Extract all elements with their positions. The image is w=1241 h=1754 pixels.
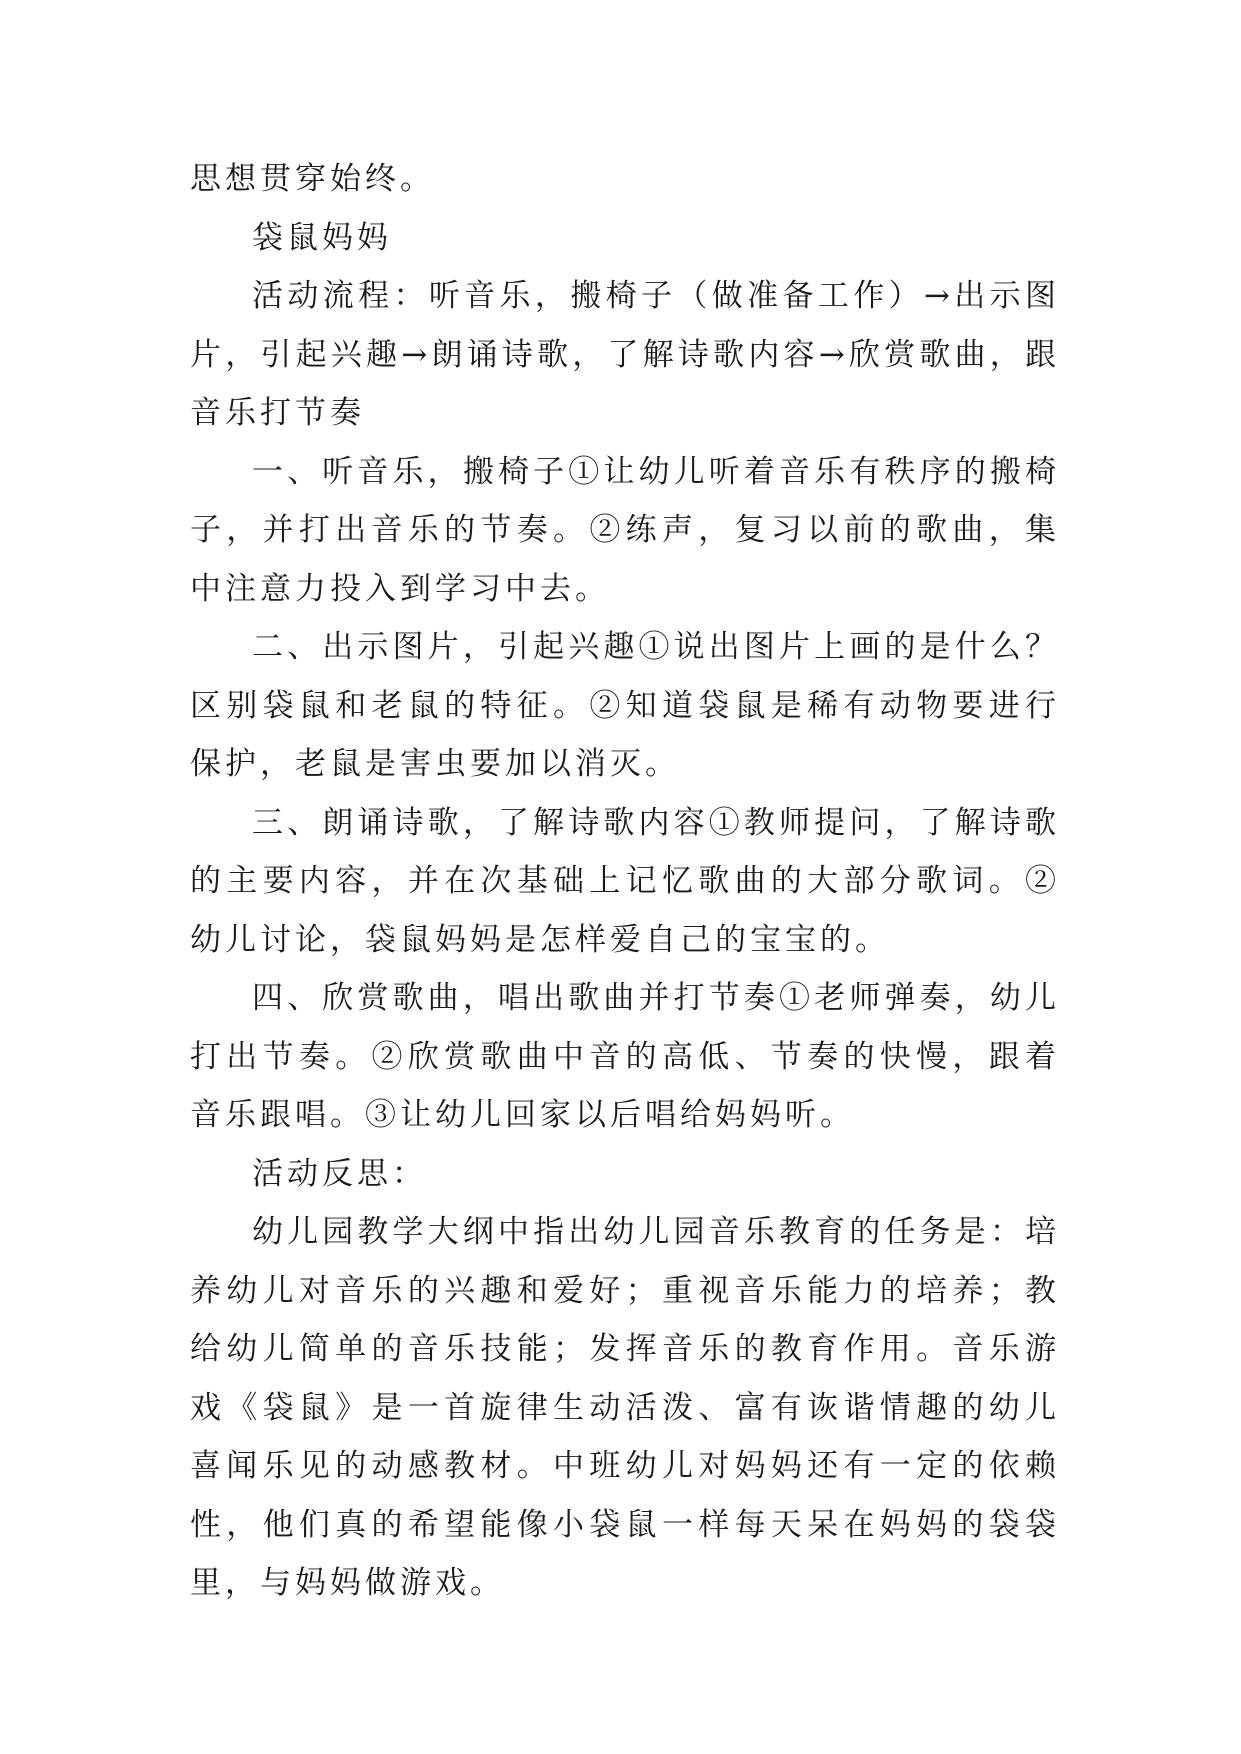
document-page (190, 150, 1060, 1613)
step-four-paragraph: 四、欣赏歌曲，唱出歌曲并打节奏①老师弹奏，幼儿打出节奏。②欣赏歌曲中音的高低、节奏的快慢，跟着音乐跟唱。③让幼儿回家以后唱给妈妈听。 (190, 980, 1060, 1133)
reflection-heading: 活动反思： (252, 1155, 427, 1192)
paragraph-continuation: 思想贯穿始终。 (190, 161, 435, 197)
step-one-paragraph: 一、听音乐，搬椅子①让幼儿听着音乐有秩序的搬椅子，并打出音乐的节奏。②练声，复习以前的歌曲，集中注意力投入到学习中去。 (190, 453, 1060, 607)
step-two-paragraph: 二、出示图片，引起兴趣①说出图片上画的是什么？区别袋鼠和老鼠的特征。②知道袋鼠是稀有动物要进行保护，老鼠是害虫要加以消灭。 (190, 629, 1060, 782)
lesson-title: 袋鼠妈妈 (252, 219, 392, 256)
step-three-paragraph: 三、朗诵诗歌，了解诗歌内容①教师提问，了解诗歌的主要内容，并在次基础上记忆歌曲的大部分歌词。②幼儿讨论，袋鼠妈妈是怎样爱自己的宝宝的。 (190, 804, 1060, 958)
reflection-paragraph: 幼儿园教学大纲中指出幼儿园音乐教育的任务是：培养幼儿对音乐的兴趣和爱好；重视音乐能力的培养；教给幼儿简单的音乐技能；发挥音乐的教育作用。音乐游戏《袋鼠》是一首旋律生动活泼、富有诙谐情趣的幼儿喜闻乐见的动感教材。中班幼儿对妈妈还有一定的依赖性，他们真的希望能像小袋鼠一样每天呆在妈妈的袋袋里，与妈妈做游戏。 (190, 1214, 1060, 1601)
activity-flow-paragraph: 活动流程：听音乐，搬椅子（做准备工作）→出示图片，引起兴趣→朗诵诗歌，了解诗歌内容→欣赏歌曲，跟音乐打节奏 (190, 278, 1060, 431)
